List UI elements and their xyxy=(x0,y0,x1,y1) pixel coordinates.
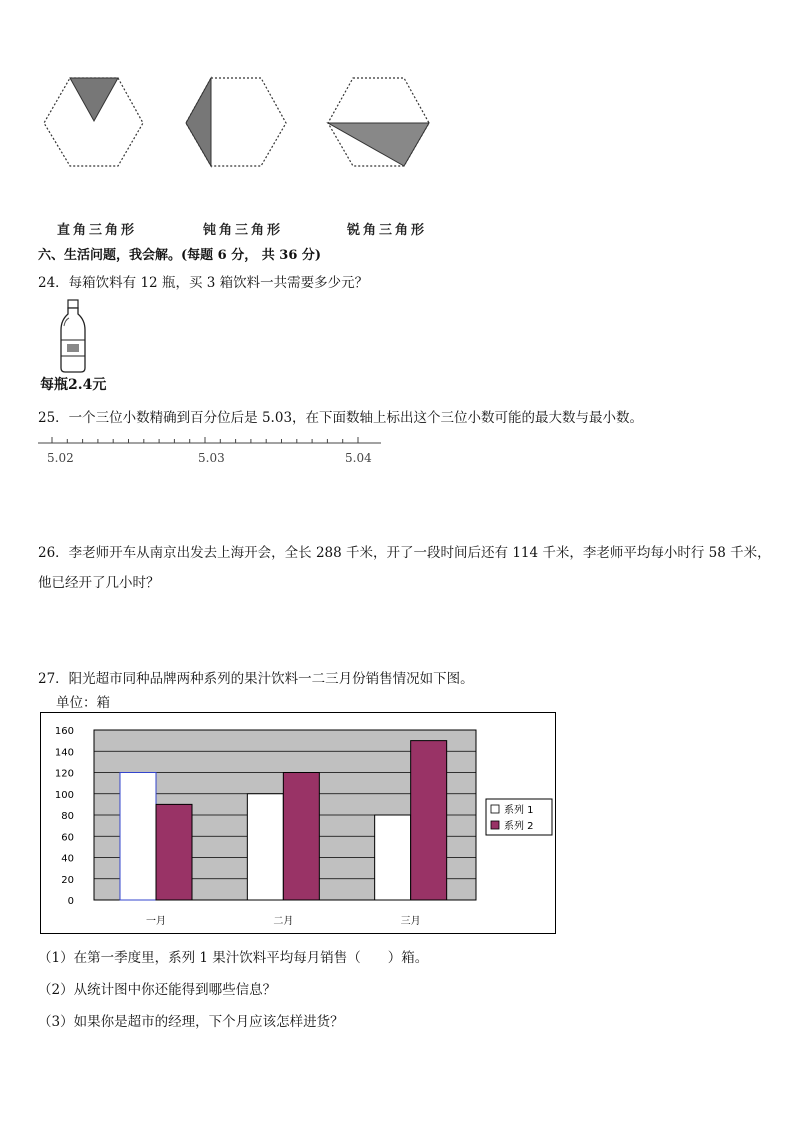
number-line xyxy=(38,435,383,449)
question-24: 24．每箱饮料有 12 瓶，买 3 箱饮料一共需要多少元？ xyxy=(38,275,369,291)
bar-series-1-2 xyxy=(247,794,283,900)
question-27-sub2: （2）从统计图中你还能得到哪些信息？ xyxy=(38,982,277,998)
bar-chart-frame xyxy=(40,712,556,934)
y-tick-label: 100 xyxy=(54,789,74,801)
x-tick-label: 二月 xyxy=(273,916,294,927)
bottle-icon xyxy=(55,298,91,374)
y-tick-label: 20 xyxy=(61,874,74,886)
legend-swatch-1 xyxy=(491,805,499,813)
hexagon-figures xyxy=(0,0,794,240)
y-tick-label: 160 xyxy=(54,726,74,737)
chart-unit: 单位：箱 xyxy=(56,695,110,711)
label-right-triangle: 直角三角形 xyxy=(57,223,138,238)
hexagon-obtuse-triangle xyxy=(186,78,286,166)
x-tick-label: 三月 xyxy=(400,916,421,927)
bottle-price: 每瓶2.4元 xyxy=(40,377,107,393)
y-tick-label: 40 xyxy=(61,853,74,865)
y-tick-label: 80 xyxy=(61,811,74,822)
y-tick-label: 140 xyxy=(54,747,74,759)
bar-series-2-2 xyxy=(283,773,319,901)
question-26-line2: 他已经开了几小时？ xyxy=(38,575,160,591)
axis-label-5-04: 5.04 xyxy=(345,451,372,465)
question-26-line1: 26．李老师开车从南京出发去上海开会，全长 288 千米，开了一段时间后还有 114 千米，李老师平均每小时行 58 千米， xyxy=(38,545,771,561)
y-tick-label: 60 xyxy=(61,832,74,844)
axis-label-5-02: 5.02 xyxy=(47,451,74,465)
y-tick-label: 120 xyxy=(54,768,74,780)
question-25: 25．一个三位小数精确到百分位后是 5.03，在下面数轴上标出这个三位小数可能的最大数与最小数。 xyxy=(38,410,644,426)
legend-label-1: 系列 1 xyxy=(504,805,534,816)
bar-series-1-1 xyxy=(120,773,156,901)
legend-label-2: 系列 2 xyxy=(504,821,534,832)
legend-swatch-2 xyxy=(491,821,499,829)
axis-label-5-03: 5.03 xyxy=(198,451,225,465)
y-tick-label: 0 xyxy=(67,896,74,907)
bar-series-2-3 xyxy=(411,741,447,900)
question-27: 27．阳光超市同种品牌两种系列的果汁饮料一二三月份销售情况如下图。 xyxy=(38,671,474,687)
bar-series-2-1 xyxy=(156,804,192,900)
x-tick-label: 一月 xyxy=(146,916,166,927)
hexagon-right-triangle xyxy=(44,78,143,166)
section-title: 六、生活问题，我会解。(每题 6 分， 共 36 分) xyxy=(38,248,322,263)
bar-chart xyxy=(41,713,555,933)
label-acute-triangle: 锐角三角形 xyxy=(347,223,428,238)
question-27-sub1: （1）在第一季度里，系列 1 果汁饮料平均每月销售（ ）箱。 xyxy=(38,950,429,966)
bar-series-1-3 xyxy=(375,815,411,900)
label-obtuse-triangle: 钝角三角形 xyxy=(203,223,284,238)
question-27-sub3: （3）如果你是超市的经理，下个月应该怎样进货？ xyxy=(38,1014,344,1030)
hexagon-acute-triangle xyxy=(328,78,429,166)
